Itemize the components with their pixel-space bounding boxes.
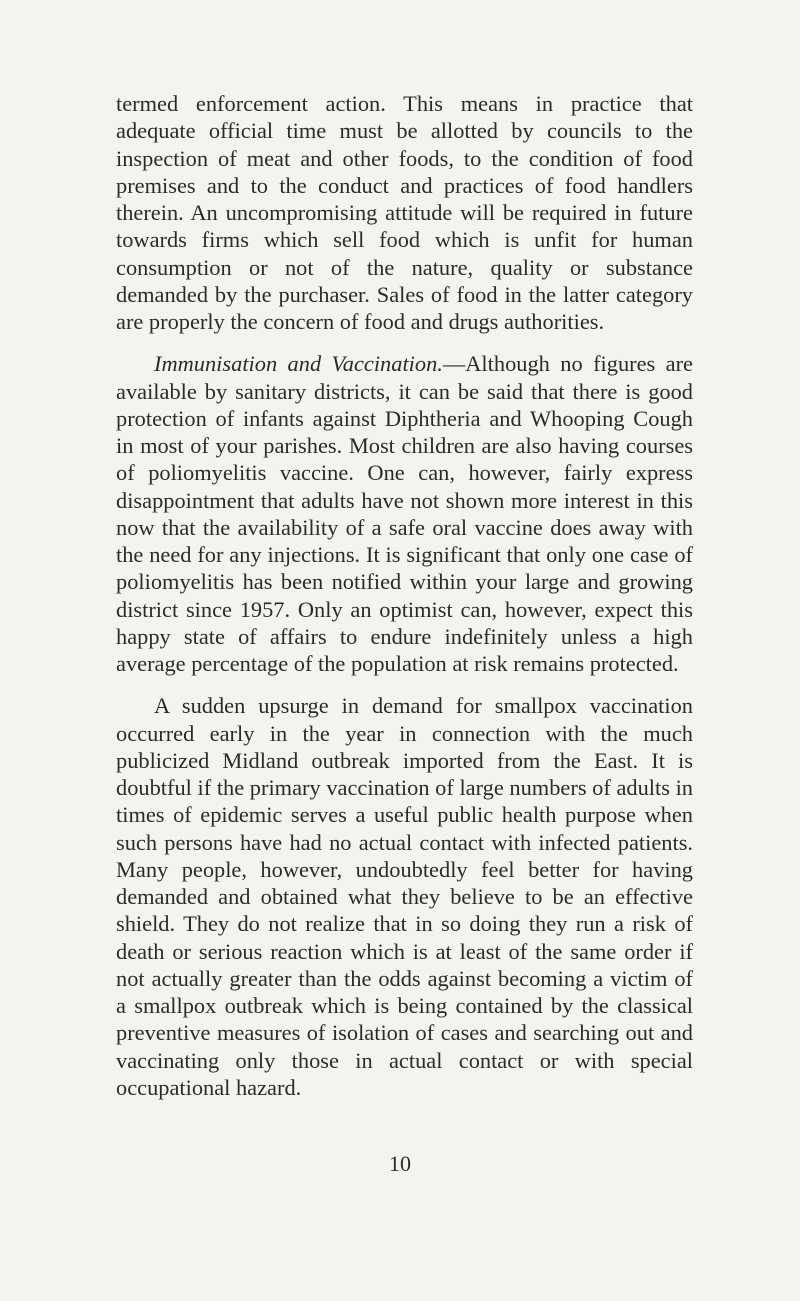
- paragraph-smallpox: A sudden upsurge in demand for smallpox vaccination occurred early in the year in connection with the much publicized Midland outbreak imported from the East. It is doubtful if the primary vaccination of large numbers of adults in times of epidemic serves a useful public health purpose when such persons have had no actual contact with infected patients. Many people, however, undoubtedly feel better for having demanded and obtained what they believe to be an effective shield. They do not realize that in so doing they run a risk of death or serious reaction which is at least of the same order if not actually greater than the odds against becoming a victim of a smallpox outbreak which is being contained by the classical preventive measures of isolation of cases and searching out and vaccinating only those in actual contact or with special occupational hazard.: [116, 693, 693, 1100]
- document-page: [116, 90, 693, 1101]
- page-number: 10: [389, 1151, 411, 1176]
- paragraph-immunisation: [116, 350, 693, 677]
- paragraph-immunisation-body: —Although no figures are available by sanitary districts, it can be said that there is good protection of infants against Diphtheria and Whooping Cough in most of your parishes. Most children are also having courses of poliomyelitis vaccine. One can, however, fairly express disappointment that adults have not shown more interest in this now that the availability of a safe oral vaccine does away with the need for any injections. It is significant that only one case of poliomyelitis has been notified within your large and growing district since 1957. Only an optimist can, however, expect this happy state of affairs to endure indefinitely unless a high average percentage of the population at risk remains protected.: [116, 351, 693, 676]
- paragraph-enforcement: termed enforcement action. This means in practice that adequate official time must be allotted by councils to the inspection of meat and other foods, to the condition of food premises and to the conduct and practices of food handlers therein. An uncompromising attitude will be required in future towards firms which sell food which is unfit for human consumption or not of the nature, quality or substance demanded by the purchaser. Sales of food in the latter category are properly the concern of food and drugs authorities.: [116, 91, 693, 334]
- section-heading-immunisation: Immunisation and Vaccination.: [154, 351, 443, 377]
